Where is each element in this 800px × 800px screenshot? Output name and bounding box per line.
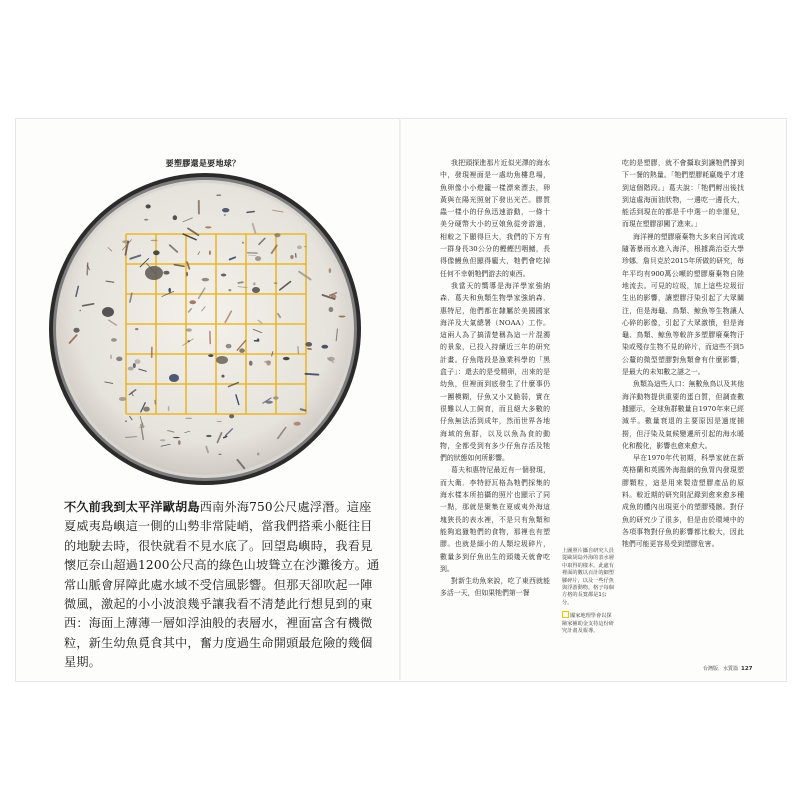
page-gutter: [399, 118, 401, 680]
particle: [229, 414, 234, 418]
col1-paragraph: 葛夫和惠特尼最近有一個發現，而大衛．李特舒瓦格為牠們採集的海水樣本所拍攝的照片也顯示了同一點，那就是聚集在夏威夷外海這塊狹長的表水裡，不是只有魚類和能夠追獵牠們的食物，那裡也有塑膠。也就是細小的人類垃圾碎片，數量多到仔魚出生的頭幾天就會吃到。: [440, 466, 550, 573]
particle: [202, 278, 209, 281]
particle: [297, 245, 302, 249]
particle: [209, 250, 211, 255]
particle: [224, 214, 226, 215]
col2-paragraph: 早在1970年代初期，科學家就在新英格蘭和英國外海拖網的魚胃內發現塑膠顆粒，這是用來製造塑膠產品的原料。較近期的研究則記錄到愈來愈多種成魚的體內出現更小的塑膠殘骸。對仔魚的研究少了很多，但是由於環境中的各項事物對仔魚的影響都比較大，因此牠們可能更容易受到塑膠危害。: [622, 454, 744, 549]
particle: [221, 274, 226, 277]
particle: [238, 282, 242, 283]
particle: [228, 289, 231, 291]
particle: [305, 374, 318, 375]
col2-paragraph: 海洋裡的塑膠廢棄物大多來自河流或隨著暴雨水進入海洋，根據喬治亞大學珍娜．詹貝克於2015年所做的研究，每年平均有900萬公噸的塑膠廢棄物自陸地流去。可見的垃圾，加上這些垃圾衍生出的影響，讓塑膠汙染引起了大眾關注，但是海龜、鳥類、鯨魚等生物讓人心碎的影像，引起了大眾激憤，但是海龜、鳥類、鯨魚等較許多塑膠廢棄物汙染或殘存生物不見的碎片，而這些不到5公釐的微型塑膠對魚類會有什麼影響，是最大的未知數之謎之一。: [622, 232, 744, 377]
particle: [125, 420, 127, 422]
col1-paragraph: 我把頭探進那片近似光澤的海水中，發現裡面是一處幼魚樓息場，魚卵像小小燈籠一樣漂來漂去，卵黃與在陽光照射下發出光芒。膠質蟲一樣小的仔魚迅速游動，一條十美分硬幣大小的豆娘魚從旁游過，相較之下顯得巨大，我們的下方有一群身長30公分的鰹鰹凹咽鱔，長得像鰻魚但顯得龐大，牠們會吃掉任何不幸朝牠們游去的東西。: [440, 159, 550, 278]
particle: [242, 242, 244, 244]
particle: [247, 211, 254, 212]
particle: [151, 240, 158, 241]
particle: [163, 271, 169, 275]
petri-dish-photo: [46, 170, 364, 488]
particle: [301, 409, 306, 410]
particle: [221, 375, 224, 378]
col1-paragraph: 對新生幼魚來說，吃了東西就能多活一天，但如果牠們第一餐: [440, 577, 550, 598]
col1-paragraph: 我當天的嚮導是海洋學家強納森．葛夫和魚類生物學家強納森．惠特尼，他們都在隸屬於美國國家海洋及大氣總署（NOAA）工作。這兩人為了搞清楚稱為這一片混濁的景象，已投入持續近三年的研究計畫。仔魚階段是漁業科學的「黑盒子」：還去的是受精卵，出來的是幼魚，但裡面到底發生了什麼事仍一團模糊，仔魚又小又脆弱，實在很難以人工飼育，而且絕大多數的仔魚無法活到成年，然而世界各地海域的魚群，以及以魚為食的動物，全都受到有多少仔魚存活及牠們的狀態如何所影響。: [440, 281, 550, 463]
particle: [249, 361, 253, 366]
particle: [216, 421, 221, 422]
particle: [79, 310, 81, 312]
particle: [178, 440, 181, 445]
particle: [144, 219, 148, 221]
particle: [305, 342, 312, 347]
caption-text: 上圖照片攝自研究人員從歐胡島外海的表水層中取得的樣本。此處有裡面的數以百計的細塑膠碎片，以及一些仔魚與浮游動物。格子每個方格的長寬都是1公分。: [562, 548, 614, 606]
particle: [257, 453, 260, 456]
body-column-2: [622, 157, 744, 551]
particle: [186, 272, 188, 276]
particle: [274, 282, 278, 284]
lead-bold-start: 不久前我到太平洋歐胡島: [64, 500, 200, 514]
page-heading: 要塑膠還是要地球？: [165, 159, 241, 168]
particle: [135, 328, 138, 330]
particle: [329, 307, 334, 312]
particle: [253, 282, 255, 285]
particle: [205, 226, 212, 228]
particle: [304, 246, 307, 247]
particle: [338, 315, 345, 317]
nat-geo-logo-icon: [562, 611, 569, 618]
particle: [283, 357, 290, 360]
page-number: 127: [741, 666, 753, 672]
particle: [168, 288, 170, 293]
particle-clump: [216, 356, 228, 364]
particle: [222, 208, 229, 212]
dish-water: [59, 183, 351, 475]
particle: [273, 396, 278, 400]
particle: [218, 454, 221, 455]
particle-clump: [252, 287, 260, 293]
particle: [119, 397, 126, 401]
lead-text: 西南外海750公尺處浮潛。這座夏威夷島嶼這一側的山勢非常陡峭，當我們搭乘小艇往目的地駛去時，很快就看不見水底了。回望島嶼時，我看見懷厄奈山超過1200公尺高的綠色山坡聳立在沙灘後方。通常山脈會屏障此處水域不受信風影響。但那天卻吹起一陣微風，激起的小小波浪幾乎讓我看不清楚此行想見到的東西：海面上薄薄一層如浮油般的表層水，裡面富含有機微粒，新生幼魚覓食其中，奮力度過生命開頭最危險的幾個星期。: [64, 500, 380, 670]
particle: [321, 345, 328, 349]
body-column-1: [440, 157, 550, 600]
particle: [239, 348, 245, 352]
particle: [264, 361, 271, 363]
particle: [206, 435, 211, 437]
particle: [173, 215, 177, 220]
particle: [294, 422, 301, 426]
caption-credit: [562, 611, 616, 635]
particle: [111, 338, 117, 342]
folio-text: 台灣版．水質篇: [703, 666, 739, 672]
particle: [331, 294, 336, 299]
particle-clump: [169, 374, 179, 382]
particle: [226, 344, 232, 349]
particle: [128, 367, 134, 371]
particle: [73, 328, 79, 333]
lead-paragraph: [64, 498, 380, 673]
particle: [153, 250, 160, 255]
particle: [143, 407, 150, 412]
particle: [255, 256, 261, 261]
particle: [186, 328, 192, 331]
page-folio: [703, 665, 753, 672]
particle: [133, 363, 136, 368]
photo-caption: [562, 548, 616, 639]
particle-clump: [145, 266, 163, 280]
col2-paragraph: 吃的是塑膠，就不會攝取到讓牠們撐到下一餐的熱量。「牠們塑膠耗羸幾乎才達到這個階段。」葛夫說：「牠們孵出後找到這處海面油狀物，一邊吃一邊長大，能活到現在的都是千中選一的幸運兒，而現在塑膠卻闖了進來。」: [622, 159, 744, 229]
particle: [116, 357, 122, 362]
particle: [290, 255, 293, 259]
particle: [274, 233, 280, 237]
particle: [329, 268, 332, 273]
particle: [160, 439, 165, 441]
particle: [135, 359, 141, 364]
particle-clump: [102, 307, 114, 317]
particle: [189, 300, 196, 304]
particle: [208, 354, 213, 357]
caption-credit-text: 國家地理學會以探險家補助金支持這份研究計畫及報導。: [562, 613, 614, 635]
particle: [168, 406, 170, 411]
particle: [146, 204, 151, 208]
particle: [257, 338, 260, 341]
col2-paragraph: 魚類為這些人口：無數魚鳥以及其他海洋動物提供重要的蛋白質，但調查數據顯示，全球魚群數量自1970年來已經減半。數量衰退的主要原因是過度捕撈，但汙染及氣候變遷所引起的海水暖化和酸化，影響也愈來愈大。: [622, 380, 744, 450]
particle: [173, 437, 180, 438]
